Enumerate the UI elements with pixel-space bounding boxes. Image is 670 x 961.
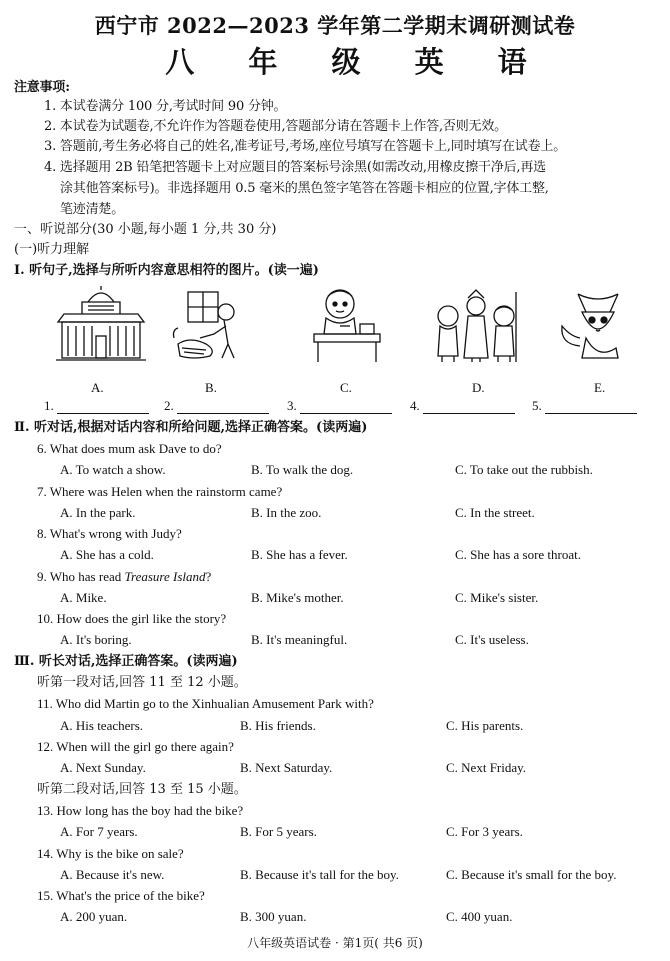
option-15c: C. 400 yuan. xyxy=(446,909,513,924)
option-6c: C. To take out the rubbish. xyxy=(455,462,593,477)
option-15a: A. 200 yuan. xyxy=(60,909,128,924)
answer-blank-4[interactable]: 4. xyxy=(410,398,515,414)
notice-item: 3. 答题前,考生务必将自己的姓名,准考证号,考场,座位号填写在答题卡上,同时填写在试卷上。 xyxy=(44,139,566,154)
picture-label: A. xyxy=(91,380,104,395)
option-10a: A. It's boring. xyxy=(60,632,132,647)
option-14c: C. Because it's small for the boy. xyxy=(446,867,617,882)
question-15: 15. What's the price of the bike? xyxy=(37,888,205,903)
option-12b: B. Next Saturday. xyxy=(240,760,333,775)
cleaning-boy-icon xyxy=(170,286,245,364)
option-7b: B. In the zoo. xyxy=(251,505,322,520)
option-10c: C. It's useless. xyxy=(455,632,529,647)
picture-label: D. xyxy=(472,380,485,395)
option-13b: B. For 5 years. xyxy=(240,824,317,839)
notice-heading: 注意事项: xyxy=(14,80,70,95)
section-i-heading: Ⅰ. 听句子,选择与所听内容意思相符的图片。(读一遍) xyxy=(14,263,319,278)
option-7a: A. In the park. xyxy=(60,505,136,520)
answer-blank-1[interactable]: 1. xyxy=(44,398,149,414)
page-footer: 八年级英语试卷 · 第1页( 共6 页) xyxy=(247,936,423,950)
option-8c: C. She has a sore throat. xyxy=(455,547,582,562)
option-11c: C. His parents. xyxy=(446,718,524,733)
dialog-1-instruction: 听第一段对话,回答 11 至 12 小题。 xyxy=(37,675,247,690)
option-12a: A. Next Sunday. xyxy=(60,760,146,775)
notice-item: 2. 本试卷为试题卷,不允许作为答题卷使用,答题部分请在答题卡上作答,否则无效。 xyxy=(44,119,507,134)
dialog-2-instruction: 听第二段对话,回答 13 至 15 小题。 xyxy=(37,782,247,797)
picture-label: E. xyxy=(594,380,606,395)
question-10: 10. How does the girl like the story? xyxy=(37,611,227,626)
option-11a: A. His teachers. xyxy=(60,718,144,733)
option-15b: B. 300 yuan. xyxy=(240,909,307,924)
subject-title: 八 年 级 英 语 xyxy=(165,45,549,79)
question-12: 12. When will the girl go there again? xyxy=(37,739,234,754)
picture-label: B. xyxy=(205,380,217,395)
option-8a: A. She has a cold. xyxy=(60,547,154,562)
question-8: 8. What's wrong with Judy? xyxy=(37,526,182,541)
part-heading: 一、听说部分(30 小题,每小题 1 分,共 30 分) xyxy=(14,222,277,237)
question-6: 6. What does mum ask Dave to do? xyxy=(37,441,222,456)
question-14: 14. Why is the bike on sale? xyxy=(37,846,184,861)
option-9a: A. Mike. xyxy=(60,590,107,605)
section-ii-heading: Ⅱ. 听对话,根据对话内容和所给问题,选择正确答案。(读两遍) xyxy=(14,420,368,435)
exam-title: 西宁市 2022—2023 学年第二学期末调研测试卷 xyxy=(94,13,576,38)
question-11: 11. Who did Martin go to the Xinhualian Amusement Park with? xyxy=(37,696,374,711)
option-11b: B. His friends. xyxy=(240,718,316,733)
notice-item: 涂其他答案标号)。非选择题用 0.5 毫米的黑色签字笔答在答题卡相应的位置,字体工整, xyxy=(60,181,549,196)
question-9: 9. Who has read Treasure Island? xyxy=(37,569,212,584)
building-icon xyxy=(52,286,150,364)
notice-item: 4. 选择题用 2B 铅笔把答题卡上对应题目的答案标号涂黑(如需改动,用橡皮擦干净后,再选 xyxy=(44,160,546,175)
journey-west-characters-icon xyxy=(432,286,524,364)
option-7c: C. In the street. xyxy=(455,505,535,520)
option-10b: B. It's meaningful. xyxy=(251,632,348,647)
notice-item: 1. 本试卷满分 100 分,考试时间 90 分钟。 xyxy=(44,99,287,114)
book-title: Treasure Island xyxy=(124,569,206,584)
option-14a: A. Because it's new. xyxy=(60,867,165,882)
fox-icon xyxy=(556,286,634,364)
answer-blank-5[interactable]: 5. xyxy=(532,398,637,414)
answer-blank-2[interactable]: 2. xyxy=(164,398,269,414)
picture-label: C. xyxy=(340,380,352,395)
option-14b: B. Because it's tall for the boy. xyxy=(240,867,399,882)
sub-heading: (一)听力理解 xyxy=(14,242,90,257)
option-6a: A. To watch a show. xyxy=(60,462,166,477)
option-9c: C. Mike's sister. xyxy=(455,590,539,605)
notice-item: 笔迹清楚。 xyxy=(60,202,125,217)
option-12c: C. Next Friday. xyxy=(446,760,527,775)
question-7: 7. Where was Helen when the rainstorm came? xyxy=(37,484,283,499)
student-desk-icon xyxy=(310,286,385,364)
answer-blank-3[interactable]: 3. xyxy=(287,398,392,414)
option-6b: B. To walk the dog. xyxy=(251,462,354,477)
question-13: 13. How long has the boy had the bike? xyxy=(37,803,244,818)
option-13c: C. For 3 years. xyxy=(446,824,523,839)
option-13a: A. For 7 years. xyxy=(60,824,138,839)
option-9b: B. Mike's mother. xyxy=(251,590,344,605)
section-iii-heading: Ⅲ. 听长对话,选择正确答案。(读两遍) xyxy=(14,654,238,669)
option-8b: B. She has a fever. xyxy=(251,547,348,562)
